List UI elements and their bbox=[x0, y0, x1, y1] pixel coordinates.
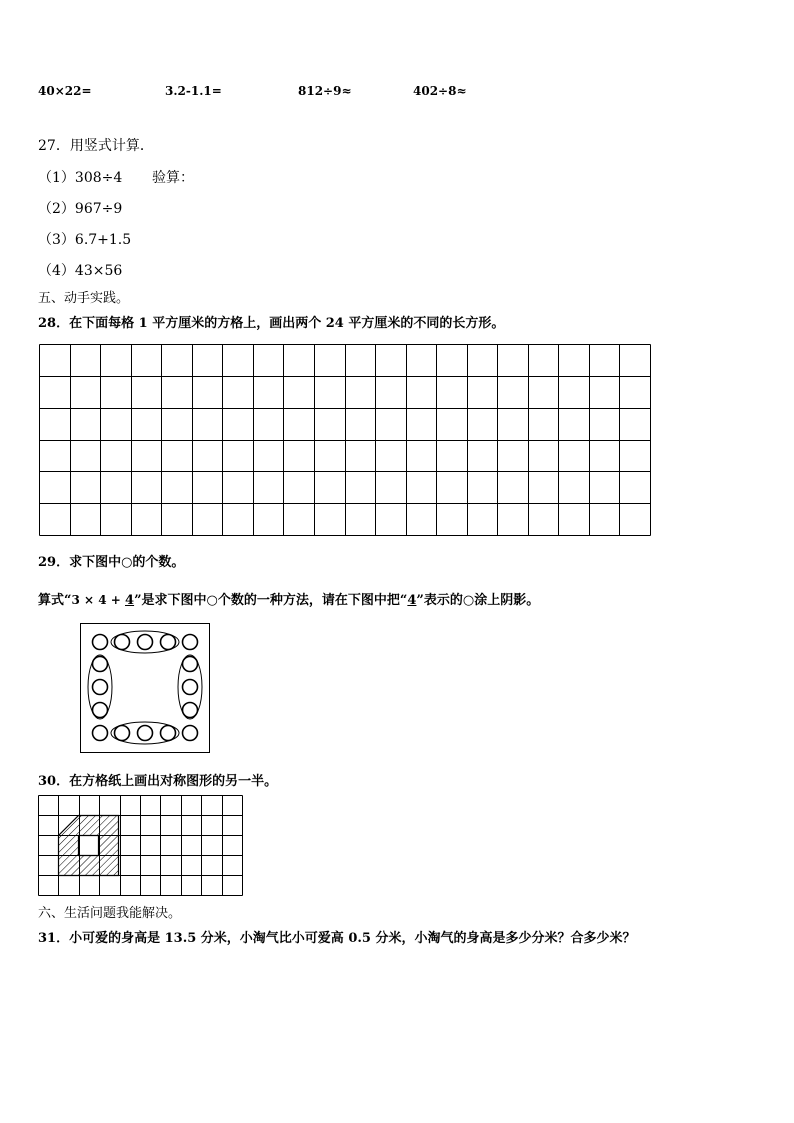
circle bbox=[93, 703, 108, 718]
circle bbox=[93, 680, 108, 695]
q29-title: 29．求下图中○的个数。 bbox=[38, 555, 185, 570]
hatched-half-shape bbox=[59, 816, 119, 876]
circle bbox=[183, 726, 198, 741]
q27-item-2: （2）967÷9 bbox=[38, 201, 123, 217]
circle bbox=[115, 726, 130, 741]
q28-text: 28．在下面每格 1 平方厘米的方格上，画出两个 24 平方厘米的不同的长方形。 bbox=[38, 316, 505, 331]
oral-calc-3: 812÷9≈ bbox=[298, 84, 352, 98]
circle bbox=[138, 635, 153, 650]
circle bbox=[183, 657, 198, 672]
circle bbox=[161, 726, 176, 741]
oral-calc-1: 40×22= bbox=[38, 84, 92, 98]
circle bbox=[183, 680, 198, 695]
q27-title: 27．用竖式计算． bbox=[38, 138, 154, 154]
circle bbox=[93, 635, 108, 650]
q29-instruction bbox=[38, 589, 539, 608]
circle bbox=[183, 635, 198, 650]
q31-text: 31．小可爱的身高是 13.5 分米，小淘气比小可爱高 0.5 分米，小淘气的身高是多少分米？合多少米？ bbox=[38, 931, 636, 946]
circle bbox=[93, 726, 108, 741]
circle bbox=[138, 726, 153, 741]
circle bbox=[93, 657, 108, 672]
circle bbox=[183, 703, 198, 718]
q29-suffix: ”表示的○涂上阴影。 bbox=[416, 593, 540, 608]
q27-item-3: （3）6.7+1.5 bbox=[38, 232, 132, 248]
q30-symmetry-grid bbox=[38, 795, 243, 896]
q29-blank-value-2: 4 bbox=[407, 593, 417, 608]
q27-check-label: 验算： bbox=[152, 170, 194, 186]
circle bbox=[161, 635, 176, 650]
section-6-heading: 六、生活问题我能解决。 bbox=[38, 906, 182, 921]
q30-title: 30．在方格纸上画出对称图形的另一半。 bbox=[38, 774, 278, 789]
q29-prefix: 算式“ bbox=[38, 593, 72, 608]
q27-item-4: （4）43×56 bbox=[38, 263, 123, 279]
q29-circle-figure bbox=[80, 623, 210, 753]
q27-item-1: （1）308÷4 bbox=[38, 170, 123, 186]
q29-middle: ”是求下图中○个数的一种方法，请在下图中把“ bbox=[134, 593, 408, 608]
q28-square-grid bbox=[39, 344, 651, 536]
section-5-heading: 五、动手实践。 bbox=[38, 291, 130, 306]
q29-blank-value: 4 bbox=[125, 593, 135, 608]
oral-calc-2: 3.2-1.1= bbox=[165, 84, 222, 98]
circle bbox=[115, 635, 130, 650]
oral-calc-4: 402÷8≈ bbox=[413, 84, 467, 98]
q29-formula: 3 × 4 + bbox=[71, 593, 126, 607]
